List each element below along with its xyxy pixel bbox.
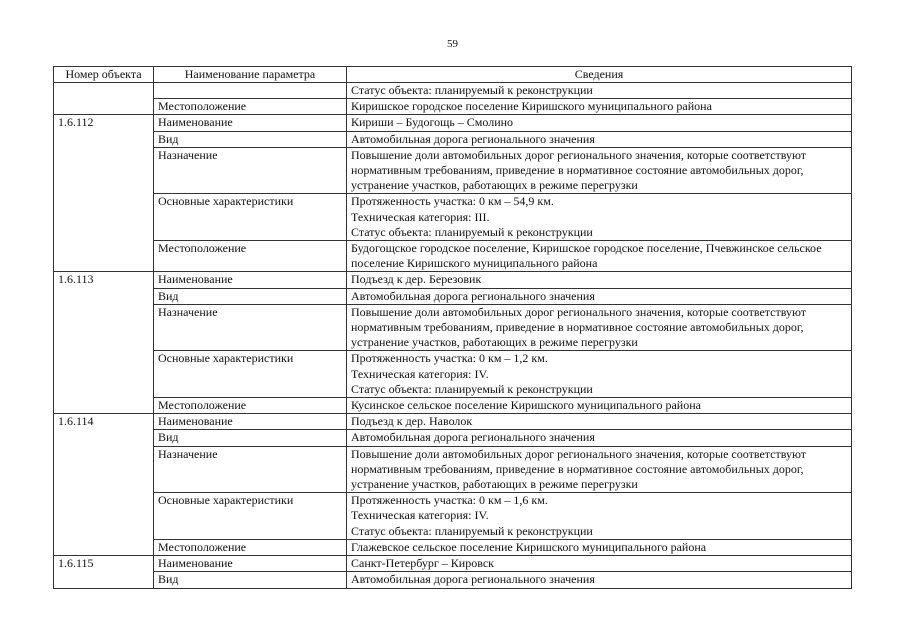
table-header-row — [54, 67, 852, 83]
parameter-name-cell: Вид — [154, 430, 347, 446]
parameter-name-cell: Вид — [154, 288, 347, 304]
info-cell: Кириши – Будогощь – Смолино — [347, 115, 852, 131]
table-row — [54, 83, 852, 99]
length-line: Протяженность участка: 0 км – 1,6 км. — [351, 493, 548, 508]
table-row — [54, 539, 852, 555]
parameter-name-cell: Основные характеристики — [154, 351, 347, 398]
table-row — [54, 99, 852, 115]
parameter-name-cell: Местоположение — [154, 99, 347, 115]
info-cell: Автомобильная дорога регионального значения — [347, 131, 852, 147]
parameter-name-cell: Основные характеристики — [154, 194, 347, 241]
info-cell: Статус объекта: планируемый к реконструкции — [347, 83, 852, 99]
table-row — [54, 556, 852, 572]
table-row — [54, 493, 852, 540]
header-parameter-name: Наименование параметра — [154, 67, 347, 83]
info-cell: Кусинское сельское поселение Киришского муниципального района — [347, 398, 852, 414]
info-cell — [347, 493, 852, 540]
table-row — [54, 398, 852, 414]
table-row — [54, 115, 852, 131]
info-cell: Автомобильная дорога регионального значения — [347, 430, 852, 446]
info-cell — [347, 351, 852, 398]
object-number-cell: 1.6.114 — [54, 414, 154, 556]
table-row — [54, 147, 852, 194]
parameter-name-cell: Вид — [154, 131, 347, 147]
status-line: Статус объекта: планируемый к реконструкции — [351, 381, 593, 396]
parameter-name-cell: Назначение — [154, 147, 347, 194]
table-row — [54, 446, 852, 493]
info-cell: Повышение доли автомобильных дорог регионального значения, которые соответствуют нормативным требованиям, приведение в нормативное состояние автомобильных дорог, устранение участков, работающих в режиме перегрузки — [347, 147, 852, 194]
table-row — [54, 288, 852, 304]
object-number-cell — [54, 83, 154, 115]
parameter-name-cell: Местоположение — [154, 539, 347, 555]
category-line: Техническая категория: IV. — [351, 508, 489, 523]
parameter-name-cell: Местоположение — [154, 398, 347, 414]
length-line: Протяженность участка: 0 км – 1,2 км. — [351, 351, 548, 366]
info-cell: Будогощское городское поселение, Киришское городское поселение, Пчевжинское сельское поселение Киришского муниципального района — [347, 241, 852, 272]
parameter-name-cell: Основные характеристики — [154, 493, 347, 540]
object-number-cell: 1.6.115 — [54, 556, 154, 588]
parameter-name-cell: Наименование — [154, 115, 347, 131]
info-cell: Повышение доли автомобильных дорог регионального значения, которые соответствуют нормативным требованиям, приведение в нормативное состояние автомобильных дорог, устранение участков, работающих в режиме перегрузки — [347, 304, 852, 351]
parameter-name-cell: Наименование — [154, 556, 347, 572]
table-row — [54, 430, 852, 446]
status-line: Статус объекта: планируемый к реконструкции — [351, 224, 593, 239]
table-row — [54, 241, 852, 272]
info-cell: Автомобильная дорога регионального значения — [347, 288, 852, 304]
length-line: Протяженность участка: 0 км – 54,9 км. — [351, 194, 554, 209]
table-row — [54, 304, 852, 351]
info-cell: Санкт-Петербург – Кировск — [347, 556, 852, 572]
info-cell: Повышение доли автомобильных дорог регионального значения, которые соответствуют нормативным требованиям, приведение в нормативное состояние автомобильных дорог, устранение участков, работающих в режиме перегрузки — [347, 446, 852, 493]
info-cell: Подъезд к дер. Березовик — [347, 272, 852, 288]
parameter-name-cell: Местоположение — [154, 241, 347, 272]
parameter-name-cell: Назначение — [154, 304, 347, 351]
objects-table — [53, 66, 852, 589]
page-number: 59 — [447, 38, 458, 50]
info-cell: Глажевское сельское поселение Киришского муниципального района — [347, 539, 852, 555]
table-row — [54, 351, 852, 398]
table-row — [54, 131, 852, 147]
table-row — [54, 272, 852, 288]
parameter-name-cell: Наименование — [154, 414, 347, 430]
category-line: Техническая категория: III. — [351, 209, 490, 224]
parameter-name-cell — [154, 83, 347, 99]
info-cell — [347, 194, 852, 241]
object-number-cell: 1.6.112 — [54, 115, 154, 272]
info-cell: Подъезд к дер. Наволок — [347, 414, 852, 430]
header-info: Сведения — [347, 67, 852, 83]
parameter-name-cell: Назначение — [154, 446, 347, 493]
object-number-cell: 1.6.113 — [54, 272, 154, 414]
status-line: Статус объекта: планируемый к реконструкции — [351, 523, 593, 538]
parameter-name-cell: Наименование — [154, 272, 347, 288]
table-row — [54, 194, 852, 241]
parameter-name-cell: Вид — [154, 572, 347, 588]
table-row — [54, 414, 852, 430]
info-cell: Автомобильная дорога регионального значения — [347, 572, 852, 588]
category-line: Техническая категория: IV. — [351, 366, 489, 381]
header-object-number: Номер объекта — [54, 67, 154, 83]
info-cell: Киришское городское поселение Киришского муниципального района — [347, 99, 852, 115]
table-row — [54, 572, 852, 588]
